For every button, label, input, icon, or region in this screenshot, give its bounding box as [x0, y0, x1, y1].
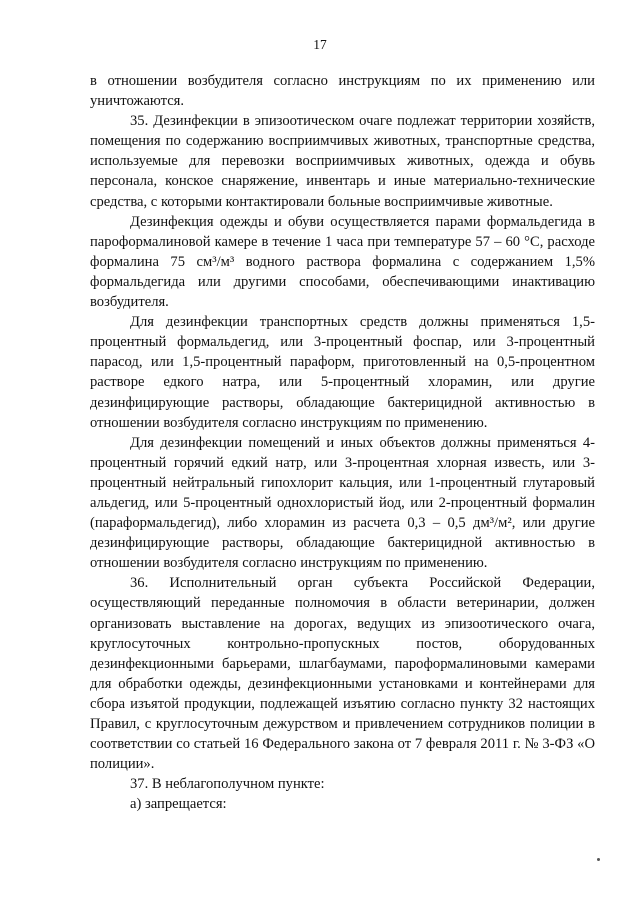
scan-speck: [597, 858, 600, 861]
page-number: 17: [313, 37, 327, 52]
paragraph-vehicle-disinfection: Для дезинфекции транспортных средств должны применяться 1,5-процентный формальдегид, или 3-процентный фоспар, или 3-процентный парасод, или 1,5-процентный параформ, приготовленный на 0,5-процентном растворе едкого натра, или 5-процентный хлорамин, или другие дезинфицирующие растворы, обладающие бактерицидной активностью в отношении возбудителя согласно инструкциям по применению.: [90, 314, 595, 431]
paragraph-item-35: 35. Дезинфекции в эпизоотическом очаге подлежат территории хозяйств, помещения по содержанию восприимчивых животных, транспортные средства, используемые для перевозки восприимчивых животных, одежда и обувь персонала, конское снаряжение, инвентарь и иные материально-технические средства, с которыми контактировали больные восприимчивые животные.: [90, 113, 595, 210]
paragraph-item-36: 36. Исполнительный орган субъекта Российской Федерации, осуществляющий переданные полномочия в области ветеринарии, должен организовать выставление на дорогах, ведущих из эпизоотического очага, круглосуточных контрольно-пропускных постов, оборудованных дезинфекционными барьерами, шлагбаумами, пароформалиновыми камерами для обработки одежды, дезинфекционными установками и контейнерами для сбора изъятой продукции, подлежащей изъятию согласно пункту 32 настоящих Правил, с круглосуточным дежурством и привлечением сотрудников полиции в соответствии со статьей 16 Федерального закона от 7 февраля 2011 г. № 3-ФЗ «О полиции».: [90, 575, 595, 773]
paragraph-item-37: 37. В неблагополучном пункте:: [130, 776, 325, 793]
paragraph-clothing-disinfection: Дезинфекция одежды и обуви осуществляется парами формальдегида в пароформалиновой камере в течение 1 часа при температуре 57 – 60 °С, расходе формалина 75 см³/м³ водного раствора формалина с содержанием 1,5% формальдегида или другими способами, обеспечивающими инактивацию возбудителя.: [90, 213, 595, 311]
paragraph-item-37a: а) запрещается:: [130, 796, 227, 813]
paragraph-continuation: в отношении возбудителя согласно инструкциям по их применению или уничтожаются.: [90, 73, 595, 110]
paragraph-premises-disinfection: Для дезинфекции помещений и иных объектов должны применяться 4-процентный горячий едкий натр, или 3-процентная хлорная известь, или 3-процентный нейтральный гипохлорит кальция, или 1-процентный глутаровый альдегид, или 5-процентный однохлористый йод, или 2-процентный формалин (параформальдегид), либо хлорамин из расчета 0,3 – 0,5 дм³/м², или другие дезинфицирующие растворы, обладающие бактерицидной активностью в отношении возбудителя согласно инструкциям по применению.: [90, 434, 595, 572]
document-body: [90, 71, 595, 814]
